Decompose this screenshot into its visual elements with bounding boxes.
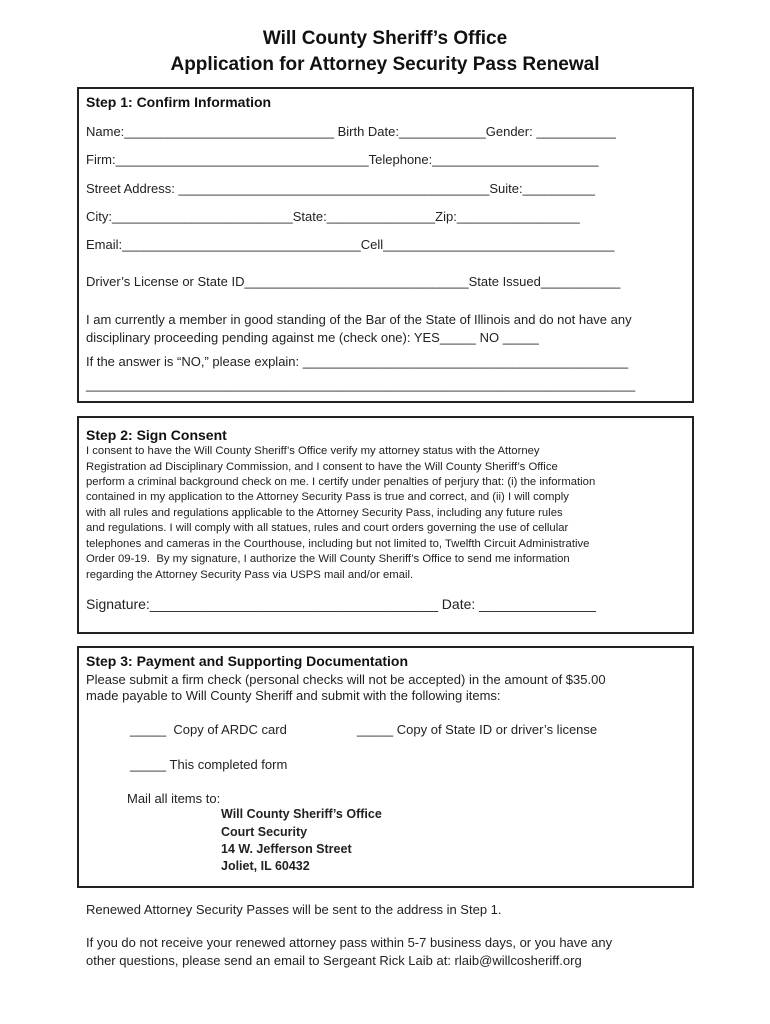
- mail-address-line: Will County Sheriff’s Office: [221, 807, 382, 821]
- payment-intro-line2: made payable to Will County Sheriff and submit with the following items:: [86, 688, 501, 703]
- street-suite-row: Street Address: ___________________________________________Suite:__________: [86, 181, 595, 196]
- consent-text-line: and regulations. I will comply with all statues, rules and court orders governing the use of cellular: [86, 522, 569, 534]
- payment-intro-line1: Please submit a firm check (personal checks will not be accepted) in the amount of $35.00: [86, 672, 606, 687]
- item-state-id: _____ Copy of State ID or driver’s license: [357, 722, 598, 737]
- consent-text-line: telephones and cameras in the Courthouse, including but not limited to, Twelfth Circuit Administrative: [86, 538, 590, 550]
- name-birthdate-gender-row: Name:_____________________________ Birth Date:____________Gender: ___________: [86, 124, 616, 139]
- item-ardc-card: _____ Copy of ARDC card: [130, 722, 287, 737]
- mail-address-line: Joliet, IL 60432: [221, 859, 310, 873]
- consent-text-line: regarding the Attorney Security Pass via USPS mail and/or email.: [86, 569, 414, 581]
- step1-heading: Step 1: Confirm Information: [86, 94, 272, 110]
- email-cell-row: Email:_________________________________Cell________________________________: [86, 237, 615, 252]
- explain-line: If the answer is “NO,” please explain: _____________________________________________: [86, 354, 629, 369]
- firm-telephone-row: Firm:___________________________________Telephone:_______________________: [86, 152, 599, 167]
- bar-standing-statement-line2: disciplinary proceeding pending against me (check one): YES_____ NO _____: [86, 330, 539, 345]
- step2-heading: Step 2: Sign Consent: [86, 427, 227, 443]
- contact-line2: other questions, please send an email to Sergeant Rick Laib at: rlaib@willcosheriff.org: [86, 953, 582, 968]
- form-title-application: Application for Attorney Security Pass Renewal: [170, 54, 600, 75]
- consent-text-line: contained in my application to the Attorney Security Pass is true and correct, and (ii) I will comply: [86, 491, 569, 503]
- consent-text-line: with all rules and regulations applicable to the Attorney Security Pass, including any future rules: [86, 507, 563, 519]
- step3-heading: Step 3: Payment and Supporting Documentation: [86, 653, 409, 669]
- consent-text-line: I consent to have the Will County Sheriff’s Office verify my attorney status with the Attorney: [86, 445, 540, 457]
- bar-standing-statement-line1: I am currently a member in good standing of the Bar of the State of Illinois and do not have any: [86, 312, 632, 327]
- contact-line1: If you do not receive your renewed attorney pass within 5-7 business days, or you have any: [86, 935, 613, 950]
- mail-address-line: 14 W. Jefferson Street: [221, 842, 352, 856]
- city-state-zip-row: City:_________________________State:_______________Zip:_________________: [86, 209, 580, 224]
- form-title-office: Will County Sheriff’s Office: [262, 28, 508, 49]
- signature-date-line: Signature:_____________________________________ Date: _______________: [86, 596, 596, 612]
- consent-text-line: Registration ad Disciplinary Commission, and I consent to have the Will County Sheriff’s Office: [86, 461, 558, 473]
- mail-label: Mail all items to:: [127, 791, 221, 806]
- renewed-pass-note: Renewed Attorney Security Passes will be sent to the address in Step 1.: [86, 902, 502, 917]
- consent-text-line: Order 09-19. By my signature, I authorize the Will County Sheriff’s Office to send me information: [86, 553, 570, 565]
- item-completed-form: _____ This completed form: [130, 757, 288, 772]
- consent-text-line: perform a criminal background check on me. I certify under penalties of perjury that: (i) the information: [86, 476, 596, 488]
- mail-address-line: Court Security: [221, 825, 308, 839]
- license-state-issued-row: Driver’s License or State ID_______________________________State Issued___________: [86, 274, 621, 289]
- explain-blank-line: _______________________________________________________________________________: [86, 378, 636, 392]
